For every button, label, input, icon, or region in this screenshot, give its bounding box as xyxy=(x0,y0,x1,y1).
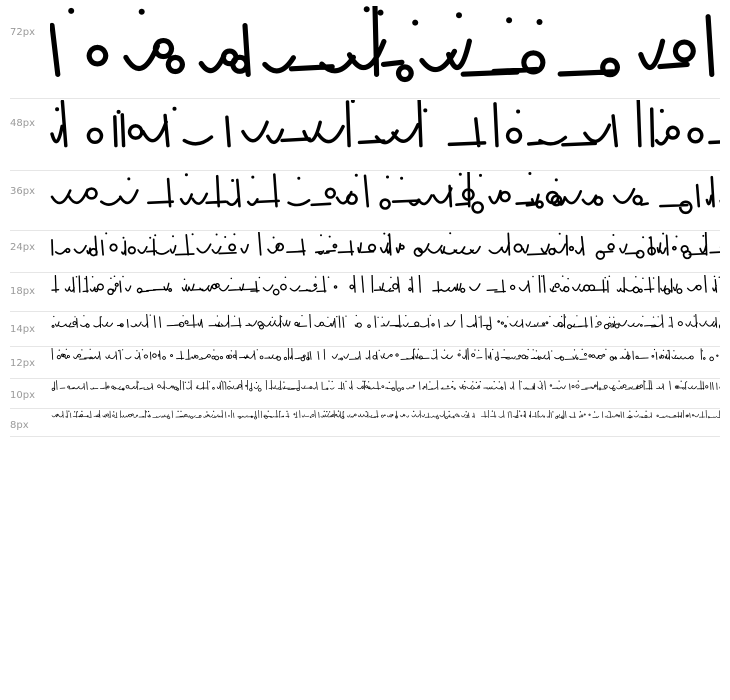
calligraphy-dot xyxy=(559,233,561,235)
calligraphy-strokes xyxy=(52,232,720,259)
calligraphy-dot xyxy=(459,173,462,176)
calligraphy-dot xyxy=(524,411,525,412)
calligraphy-dot xyxy=(68,8,74,14)
calligraphy-dot xyxy=(136,350,137,351)
calligraphy-dot xyxy=(423,108,427,112)
calligraphy-dot xyxy=(494,381,495,382)
size-label: 10px xyxy=(10,390,35,401)
calligraphy-dot xyxy=(567,278,569,280)
calligraphy-dot xyxy=(273,237,275,239)
calligraphy-strokes xyxy=(52,100,720,146)
calligraphy-dot xyxy=(110,277,112,279)
calligraphy-dot xyxy=(343,411,344,412)
calligraphy-dot xyxy=(127,177,130,180)
calligraphy-dot xyxy=(479,174,482,177)
calligraphy-dot xyxy=(714,276,716,278)
calligraphy-dot xyxy=(283,382,284,383)
calligraphy-dot xyxy=(213,411,214,412)
preview-row-36 xyxy=(10,172,720,231)
calligraphy-dot xyxy=(66,349,67,350)
calligraphy-dot xyxy=(150,315,151,316)
size-label: 18px xyxy=(10,286,35,297)
calligraphy-dot xyxy=(605,349,606,350)
preview-row-48 xyxy=(10,100,720,171)
size-label: 72px xyxy=(10,27,35,38)
calligraphy-dot xyxy=(474,349,475,350)
calligraphy-dot xyxy=(658,316,659,317)
size-label: 48px xyxy=(10,118,35,129)
calligraphy-strokes xyxy=(52,172,720,213)
calligraphy-dot xyxy=(400,177,403,180)
calligraphy-strokes xyxy=(52,380,720,391)
calligraphy-sample xyxy=(50,275,720,311)
calligraphy-dot xyxy=(379,350,380,351)
calligraphy-dot xyxy=(281,316,282,317)
calligraphy-dot xyxy=(326,411,327,412)
preview-row-18 xyxy=(10,275,720,312)
preview-row-14 xyxy=(10,314,720,347)
calligraphy-dot xyxy=(576,315,577,316)
calligraphy-dot xyxy=(105,232,107,234)
calligraphy-dot xyxy=(345,381,346,382)
calligraphy-dot xyxy=(74,411,75,412)
calligraphy-dot xyxy=(53,316,54,317)
calligraphy-dot xyxy=(231,350,232,351)
calligraphy-dot xyxy=(327,317,328,318)
calligraphy-dot xyxy=(90,349,91,350)
calligraphy-dot xyxy=(604,277,606,279)
calligraphy-dot xyxy=(653,277,655,279)
calligraphy-dot xyxy=(188,382,189,383)
calligraphy-dot xyxy=(528,349,529,350)
calligraphy-dot xyxy=(464,381,465,382)
preview-row-8 xyxy=(10,410,720,437)
size-label: 12px xyxy=(10,358,35,369)
calligraphy-sample xyxy=(50,314,720,346)
calligraphy-dot xyxy=(364,381,365,382)
calligraphy-dot xyxy=(301,315,302,316)
calligraphy-dot xyxy=(217,315,218,316)
calligraphy-dot xyxy=(521,381,522,382)
calligraphy-dot xyxy=(456,12,462,18)
calligraphy-dot xyxy=(629,411,630,412)
calligraphy-dot xyxy=(382,317,383,318)
calligraphy-dot xyxy=(378,317,379,318)
calligraphy-dot xyxy=(449,411,450,412)
calligraphy-dot xyxy=(221,381,222,382)
calligraphy-dot xyxy=(559,381,560,382)
calligraphy-dot xyxy=(582,349,583,350)
calligraphy-dot xyxy=(653,317,654,318)
calligraphy-dot xyxy=(231,278,233,280)
calligraphy-dot xyxy=(122,349,123,350)
calligraphy-dot xyxy=(532,276,534,278)
calligraphy-dot xyxy=(551,350,552,351)
calligraphy-dot xyxy=(429,381,430,382)
calligraphy-dot xyxy=(686,381,687,382)
calligraphy-dot xyxy=(649,237,651,239)
calligraphy-dot xyxy=(609,275,611,277)
calligraphy-dot xyxy=(142,349,143,350)
calligraphy-dot xyxy=(452,381,453,382)
calligraphy-dot xyxy=(117,110,121,114)
calligraphy-dot xyxy=(479,317,480,318)
calligraphy-sample xyxy=(50,172,720,230)
calligraphy-dot xyxy=(619,381,620,382)
calligraphy-dot xyxy=(555,178,558,181)
calligraphy-svg xyxy=(50,275,720,311)
calligraphy-dot xyxy=(565,316,566,317)
calligraphy-dot xyxy=(118,350,119,351)
calligraphy-dot xyxy=(549,316,550,317)
calligraphy-dot xyxy=(433,350,434,351)
calligraphy-dot xyxy=(663,350,664,351)
calligraphy-dot xyxy=(332,381,333,382)
calligraphy-dot xyxy=(574,349,575,350)
calligraphy-dot xyxy=(149,237,151,239)
calligraphy-sample xyxy=(50,232,720,272)
calligraphy-dot xyxy=(660,109,664,113)
preview-row-10 xyxy=(10,380,720,409)
calligraphy-dot xyxy=(139,9,145,15)
calligraphy-dot xyxy=(114,275,116,277)
calligraphy-dot xyxy=(654,349,655,350)
calligraphy-dot xyxy=(378,10,384,16)
calligraphy-svg xyxy=(50,6,720,98)
calligraphy-dot xyxy=(444,350,445,351)
calligraphy-dot xyxy=(183,315,184,316)
calligraphy-dot xyxy=(476,382,477,383)
calligraphy-dot xyxy=(68,411,69,412)
calligraphy-dot xyxy=(409,279,411,281)
calligraphy-dot xyxy=(329,236,331,238)
calligraphy-dot xyxy=(362,381,363,382)
calligraphy-dot xyxy=(667,350,668,351)
calligraphy-sample xyxy=(50,410,720,436)
preview-row-24 xyxy=(10,232,720,273)
calligraphy-dot xyxy=(356,315,357,316)
calligraphy-dot xyxy=(478,350,479,351)
calligraphy-svg xyxy=(50,380,720,408)
calligraphy-dot xyxy=(608,411,609,412)
calligraphy-dot xyxy=(644,381,645,382)
calligraphy-dot xyxy=(192,233,194,235)
calligraphy-dot xyxy=(173,107,177,111)
calligraphy-dot xyxy=(516,110,520,114)
calligraphy-dot xyxy=(233,233,235,235)
calligraphy-dot xyxy=(499,381,500,382)
calligraphy-dot xyxy=(635,276,637,278)
calligraphy-dot xyxy=(449,232,451,234)
calligraphy-dot xyxy=(286,411,287,412)
calligraphy-dot xyxy=(257,349,258,350)
calligraphy-dot xyxy=(178,411,179,412)
calligraphy-dot xyxy=(185,382,186,383)
calligraphy-dot xyxy=(537,19,543,25)
calligraphy-dot xyxy=(180,411,181,412)
calligraphy-dot xyxy=(625,349,626,350)
calligraphy-dot xyxy=(84,278,86,280)
calligraphy-svg xyxy=(50,172,720,230)
calligraphy-dot xyxy=(676,236,678,238)
calligraphy-dot xyxy=(364,6,370,12)
calligraphy-dot xyxy=(552,411,553,412)
calligraphy-dot xyxy=(509,411,510,412)
calligraphy-strokes xyxy=(52,6,720,79)
calligraphy-dot xyxy=(328,276,330,278)
calligraphy-dot xyxy=(285,277,287,279)
calligraphy-dot xyxy=(324,411,325,412)
calligraphy-dot xyxy=(92,276,94,278)
calligraphy-dot xyxy=(390,277,392,279)
preview-row-72 xyxy=(10,6,720,99)
calligraphy-dot xyxy=(368,381,369,382)
calligraphy-dot xyxy=(224,236,226,238)
calligraphy-dot xyxy=(77,411,78,412)
calligraphy-dot xyxy=(328,381,329,382)
calligraphy-dot xyxy=(642,316,643,317)
calligraphy-dot xyxy=(74,316,75,317)
calligraphy-dot xyxy=(366,411,367,412)
calligraphy-dot xyxy=(580,411,581,412)
calligraphy-dot xyxy=(231,179,234,182)
calligraphy-dot xyxy=(538,411,539,412)
calligraphy-dot xyxy=(430,315,431,316)
calligraphy-dot xyxy=(268,411,269,412)
calligraphy-dot xyxy=(662,233,664,235)
size-label: 36px xyxy=(10,186,35,197)
calligraphy-dot xyxy=(719,276,720,278)
calligraphy-dot xyxy=(702,350,703,351)
calligraphy-dot xyxy=(336,316,337,317)
calligraphy-dot xyxy=(504,349,505,350)
calligraphy-dot xyxy=(642,277,644,279)
calligraphy-dot xyxy=(172,235,174,237)
calligraphy-dot xyxy=(113,411,114,412)
calligraphy-svg xyxy=(50,410,720,436)
calligraphy-dot xyxy=(642,236,644,238)
calligraphy-dot xyxy=(138,382,139,383)
calligraphy-dot xyxy=(229,381,230,382)
calligraphy-dot xyxy=(519,411,520,412)
calligraphy-dot xyxy=(76,276,78,278)
calligraphy-dot xyxy=(320,234,322,236)
preview-row-12 xyxy=(10,348,720,379)
calligraphy-dot xyxy=(506,17,512,23)
calligraphy-dot xyxy=(59,350,60,351)
calligraphy-dot xyxy=(148,411,149,412)
calligraphy-dot xyxy=(122,276,124,278)
calligraphy-dot xyxy=(224,381,225,382)
calligraphy-dot xyxy=(681,381,682,382)
calligraphy-dot xyxy=(405,315,406,316)
calligraphy-dot xyxy=(251,176,254,179)
calligraphy-svg xyxy=(50,100,720,170)
calligraphy-sample xyxy=(50,380,720,408)
calligraphy-dot xyxy=(673,350,674,351)
calligraphy-dot xyxy=(315,276,317,278)
calligraphy-dot xyxy=(338,411,339,412)
calligraphy-dot xyxy=(613,317,614,318)
calligraphy-dot xyxy=(81,411,82,412)
calligraphy-dot xyxy=(297,177,300,180)
calligraphy-dot xyxy=(562,275,564,277)
calligraphy-dot xyxy=(355,174,358,177)
calligraphy-dot xyxy=(272,317,273,318)
calligraphy-sample xyxy=(50,100,720,170)
calligraphy-dot xyxy=(413,411,414,412)
calligraphy-dot xyxy=(259,277,261,279)
calligraphy-dot xyxy=(329,411,330,412)
calligraphy-dot xyxy=(351,100,355,103)
calligraphy-dot xyxy=(184,279,186,281)
calligraphy-dot xyxy=(81,349,82,350)
calligraphy-sample xyxy=(50,6,720,98)
calligraphy-dot xyxy=(256,382,257,383)
calligraphy-dot xyxy=(480,381,481,382)
calligraphy-dot xyxy=(388,234,390,236)
calligraphy-dot xyxy=(412,20,418,26)
calligraphy-svg xyxy=(50,314,720,346)
calligraphy-dot xyxy=(55,107,59,111)
calligraphy-dot xyxy=(636,411,637,412)
calligraphy-dot xyxy=(459,350,460,351)
calligraphy-dot xyxy=(646,411,647,412)
calligraphy-strokes xyxy=(52,314,720,330)
calligraphy-dot xyxy=(528,172,531,175)
calligraphy-svg xyxy=(50,348,720,378)
calligraphy-dot xyxy=(578,381,579,382)
calligraphy-dot xyxy=(279,411,280,412)
calligraphy-sample xyxy=(50,348,720,378)
calligraphy-dot xyxy=(702,235,704,237)
calligraphy-dot xyxy=(209,381,210,382)
calligraphy-dot xyxy=(472,381,473,382)
calligraphy-dot xyxy=(414,349,415,350)
calligraphy-dot xyxy=(213,349,214,350)
calligraphy-dot xyxy=(386,176,389,179)
calligraphy-dot xyxy=(206,411,207,412)
calligraphy-strokes xyxy=(52,348,720,361)
calligraphy-dot xyxy=(596,316,597,317)
calligraphy-strokes xyxy=(52,275,720,295)
calligraphy-dot xyxy=(383,233,385,235)
calligraphy-dot xyxy=(533,349,534,350)
calligraphy-dot xyxy=(492,411,493,412)
calligraphy-dot xyxy=(418,349,419,350)
size-label: 24px xyxy=(10,242,35,253)
calligraphy-dot xyxy=(466,411,467,412)
calligraphy-dot xyxy=(185,173,188,176)
calligraphy-dot xyxy=(492,349,493,350)
calligraphy-dot xyxy=(540,381,541,382)
calligraphy-dot xyxy=(234,316,235,317)
size-label: 8px xyxy=(10,420,29,431)
calligraphy-dot xyxy=(669,317,670,318)
calligraphy-strokes xyxy=(52,410,720,419)
calligraphy-dot xyxy=(101,316,102,317)
calligraphy-dot xyxy=(345,316,346,317)
calligraphy-dot xyxy=(694,316,695,317)
size-label: 14px xyxy=(10,324,35,335)
calligraphy-dot xyxy=(541,275,543,277)
calligraphy-dot xyxy=(154,234,156,236)
calligraphy-dot xyxy=(146,411,147,412)
calligraphy-dot xyxy=(123,237,125,239)
calligraphy-svg xyxy=(50,232,720,272)
calligraphy-dot xyxy=(609,317,610,318)
calligraphy-dot xyxy=(536,350,537,351)
calligraphy-dot xyxy=(594,411,595,412)
calligraphy-dot xyxy=(83,315,84,316)
calligraphy-dot xyxy=(612,234,614,236)
calligraphy-dot xyxy=(507,316,508,317)
calligraphy-dot xyxy=(216,234,218,236)
calligraphy-dot xyxy=(389,382,390,383)
calligraphy-dot xyxy=(561,316,562,317)
